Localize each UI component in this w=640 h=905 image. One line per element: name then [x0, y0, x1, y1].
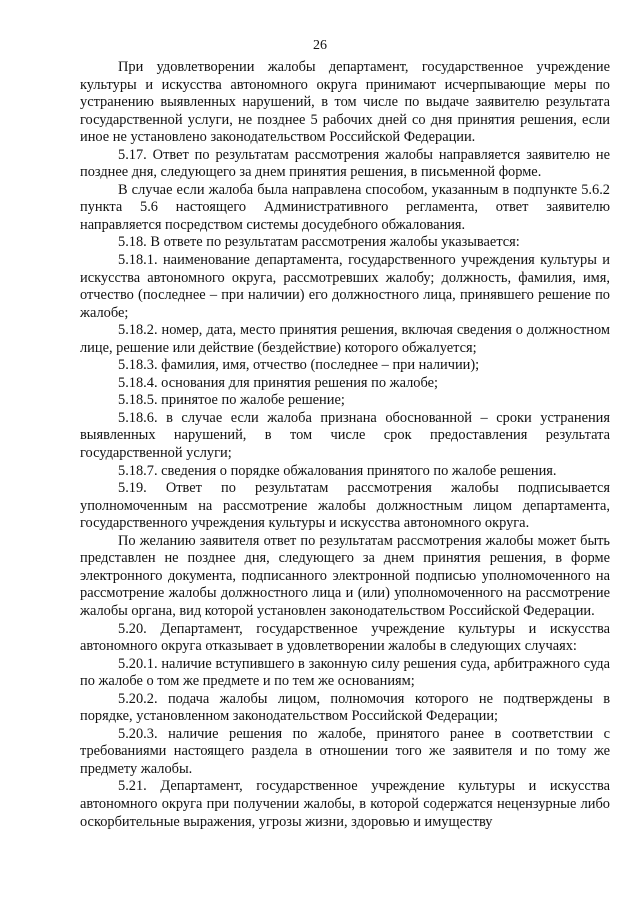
paragraph-5-19: 5.19. Ответ по результатам рассмотрения жалобы подписывается уполномоченным на рассмотрение жалобы должностным лицом департамента, государственного учреждения культуры и искусства автономного округа. — [80, 480, 610, 532]
paragraph-5-20: 5.20. Департамент, государственное учреждение культуры и искусства автономного округа отказывает в удовлетворении жалобы в следующих случаях: — [80, 620, 610, 655]
paragraph-5-18-5: 5.18.5. принятое по жалобе решение; — [118, 392, 345, 409]
paragraph-5-18-1: 5.18.1. наименование департамента, государственного учреждения культуры и искусства автономного округа, рассмотревших жалобу; должность, фамилия, имя, отчество (последнее – при наличии) его должностного лица, принявшего решение по жалобе; — [80, 252, 610, 321]
document-body — [80, 59, 610, 831]
paragraph-5-18-6: 5.18.6. в случае если жалоба признана обоснованной – сроки устранения выявленных нарушений, в том числе срок предоставления результата государственной услуги; — [80, 409, 610, 462]
page-number: 26 — [313, 38, 327, 53]
paragraph-5-18-3: 5.18.3. фамилия, имя, отчество (последнее – при наличии); — [118, 357, 480, 374]
paragraph-5-19-electronic: По желанию заявителя ответ по результатам рассмотрения жалобы может быть представлен не позднее дня, следующего за днем принятия решения, в форме электронного документа, подписанного электронной подписью уполномоченного на рассмотрение жалобы должностного лица и (или) уполномоченного на рассмотрение жалобы органа, вид которой установлен законодательством Российской Федерации. — [80, 532, 610, 619]
paragraph-5-18-2: 5.18.2. номер, дата, место принятия решения, включая сведения о должностном лице, решение или действие (бездействие) которого обжалуется; — [80, 322, 610, 356]
paragraph-satisfaction-measures: При удовлетворении жалобы департамент, государственное учреждение культуры и искусства автономного округа принимают исчерпывающие меры по устранению выявленных нарушений, в том числе по выдаче заявителю результата государственной услуги, не позднее 5 рабочих дней со дня принятия решения, если иное не установлено законодательством Российской Федерации. — [80, 59, 610, 146]
paragraph-5-20-1: 5.20.1. наличие вступившего в законную силу решения суда, арбитражного суда по жалобе о том же предмете и по тем же основаниям; — [80, 655, 610, 690]
paragraph-5-20-2: 5.20.2. подача жалобы лицом, полномочия которого не подтверждены в порядке, установленном законодательством Российской Федерации; — [80, 690, 610, 725]
paragraph-5-18-7: 5.18.7. сведения о порядке обжалования принятого по жалобе решения. — [118, 462, 557, 479]
paragraph-5-21: 5.21. Департамент, государственное учреждение культуры и искусства автономного округа при получении жалобы, в которой содержатся нецензурные либо оскорбительные выражения, угрозы жизни, здоровью и имуществу — [80, 778, 610, 830]
paragraph-5-20-3: 5.20.3. наличие решения по жалобе, принятого ранее в соответствии с требованиями настоящего раздела в отношении того же заявителя и по тому же предмету жалобы. — [80, 725, 610, 777]
paragraph-5-18: 5.18. В ответе по результатам рассмотрения жалобы указывается: — [118, 234, 520, 251]
paragraph-5-18-4: 5.18.4. основания для принятия решения по жалобе; — [118, 374, 438, 391]
paragraph-5-17-electronic: В случае если жалоба была направлена способом, указанным в подпункте 5.6.2 пункта 5.6 настоящего Административного регламента, ответ заявителю направляется посредством системы досудебного обжалования. — [80, 181, 610, 233]
paragraph-5-17: 5.17. Ответ по результатам рассмотрения жалобы направляется заявителю не позднее дня, следующего за днем принятия решения, в письменной форме. — [80, 146, 610, 181]
